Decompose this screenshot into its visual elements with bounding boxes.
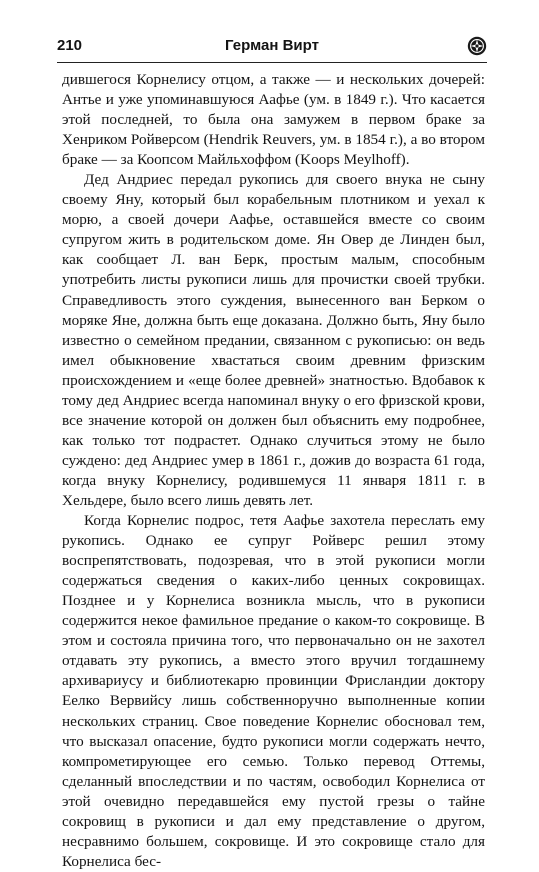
ornament-icon (467, 36, 487, 56)
page-header (57, 34, 487, 58)
body-text (62, 70, 485, 872)
paragraph: Дед Андриес передал рукопись для своего внука не сыну своему Яну, который был корабельным плотником и уехал к морю, а своей дочери Аафье, оставшейся вместе со своим супругом жить в родительском доме. Ян Овер де Линден был, как сообщает Л. ван Берк, простым малым, способным употребить листы рукописи лишь для прочистки своей трубки. Справедливость этого суждения, вынесенного ван Берком о моряке Яне, должна быть еще доказана. Должно быть, Яну было известно о семейном предании, связанном с рукописью: он ведь имел обыкновение хвастаться своим древним фризским происхождением и «еще более древней» знатностью. Вдобавок к тому дед Андриес всегда напоминал внуку о его фризской крови, все значение которой он должен был объяснить ему подробнее, как только тот подрастет. Однако случиться этому не было суждено: дед Андриес умер в 1861 г., дожив до возраста 61 года, когда внуку Корнелису, родившемуся 11 января 1811 г. в Хельдере, было всего лишь девять лет. (62, 171, 485, 509)
paragraph: дившегося Корнелису отцом, а также — и нескольких дочерей: Антье и уже упоминавшуюся Аафье (ум. в 1849 г.). Что касается этой последней, то была она замужем в первом браке за Хенриком Ройверсом (Hendrik Reuvers, ум. в 1854 г.), а во втором браке — за Коопсом Майльхоффом (Koops Meylhoff). (62, 71, 485, 169)
paragraph: Когда Корнелис подрос, тетя Аафье захотела переслать ему рукопись. Однако ее супруг Ройверс решил этому воспрепятствовать, подозревая, что в этой рукописи могли содержаться сведения о каких-либо ценных сокровищах. Позднее и у Корнелиса возникла мысль, что в рукописи содержится некое фамильное предание о каком-то сокровище. В этом и состояла причина того, что первоначально он не захотел отдавать эту рукопись, а вместо этого вручил тогдашнему архивариусу и библиотекарю провинции Фрисландии доктору Еелко Вервийсу лишь собственноручно выполненные копии нескольких страниц. Свое поведение Корнелис обосновал тем, что высказал опасение, будто рукописи могли содержать нечто, компрометирующее его семью. Только перевод Оттемы, сделанный впоследствии и по частям, освободил Корнелиса от этой очевидно передавшейся ему пустой грезы о тайне сокровищ в рукописи и дал ему представление о другом, несравнимо большем, сокровище. И это сокровище стало для Корнелиса бес- (62, 512, 485, 870)
header-rule (57, 62, 487, 63)
page-number: 210 (57, 37, 83, 54)
running-head: Герман Вирт (225, 37, 319, 54)
